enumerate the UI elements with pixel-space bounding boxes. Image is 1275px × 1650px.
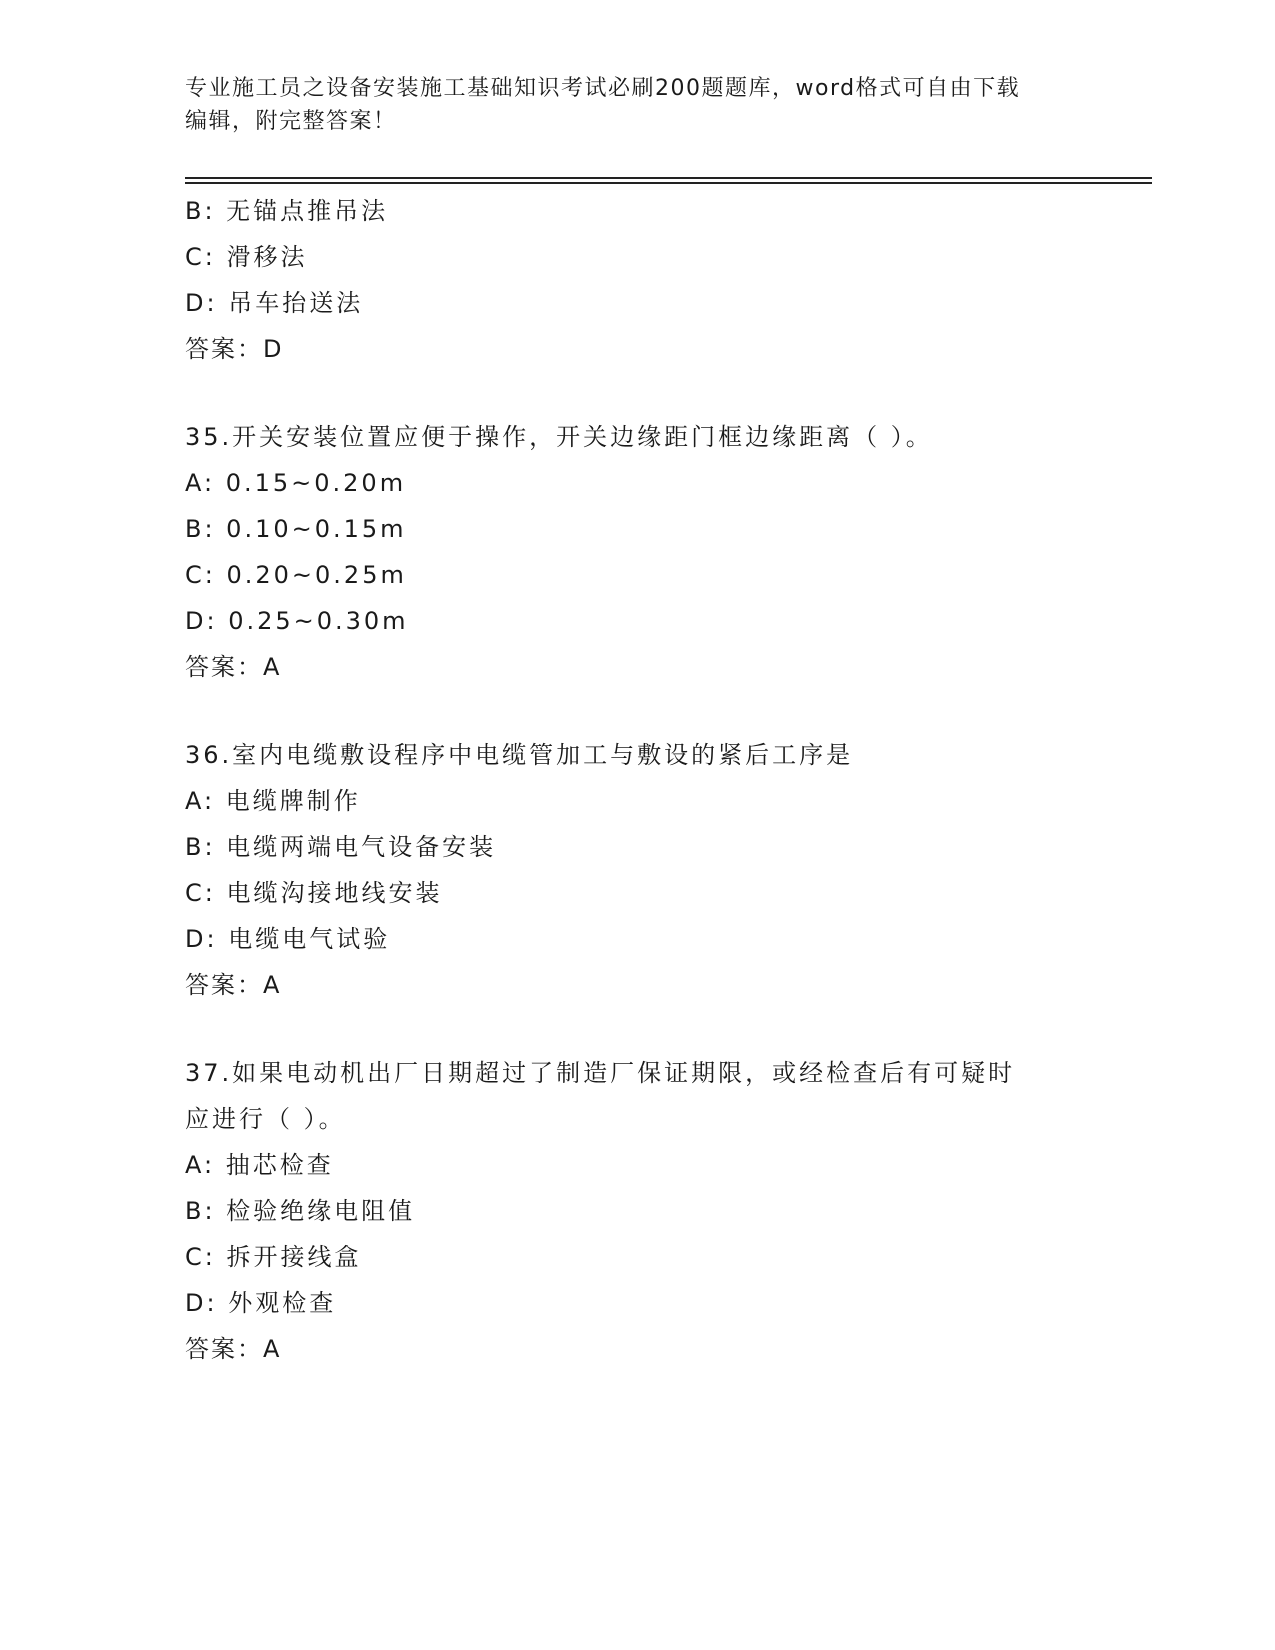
option-b: B: 检验绝缘电阻值 — [185, 1197, 416, 1225]
option-b: B: 无锚点推吊法 — [185, 197, 389, 225]
question-stem: 35.开关安装位置应便于操作，开关边缘距门框边缘距离（ ）。 — [185, 423, 933, 451]
answer-line: 答案：A — [185, 653, 282, 681]
question-stem-continued: 应进行（ ）。 — [185, 1105, 346, 1133]
document-header — [185, 72, 1065, 138]
header-title-line-2: 编辑，附完整答案！ — [185, 109, 397, 134]
answer-line: 答案：D — [185, 335, 284, 363]
answer-line: 答案：A — [185, 1335, 282, 1363]
option-a: A: 0.15~0.20m — [185, 469, 407, 497]
header-divider-bottom — [185, 182, 1152, 184]
option-b: B: 0.10~0.15m — [185, 515, 407, 543]
question-35 — [185, 414, 1085, 690]
option-c: C: 0.20~0.25m — [185, 561, 407, 589]
option-c: C: 滑移法 — [185, 243, 308, 271]
option-d: D: 电缆电气试验 — [185, 925, 391, 953]
option-d: D: 0.25~0.30m — [185, 607, 409, 635]
option-a: A: 电缆牌制作 — [185, 787, 361, 815]
question-37 — [185, 1050, 1085, 1372]
question-34-continued — [185, 188, 1085, 372]
answer-line: 答案：A — [185, 971, 282, 999]
question-list — [185, 188, 1085, 1372]
question-36 — [185, 732, 1085, 1008]
option-c: C: 电缆沟接地线安装 — [185, 879, 443, 907]
option-d: D: 吊车抬送法 — [185, 289, 364, 317]
header-title-line-1: 专业施工员之设备安装施工基础知识考试必刷200题题库，word格式可自由下载 — [185, 76, 1021, 101]
option-b: B: 电缆两端电气设备安装 — [185, 833, 497, 861]
option-d: D: 外观检查 — [185, 1289, 337, 1317]
option-c: C: 拆开接线盒 — [185, 1243, 362, 1271]
header-divider-top — [185, 177, 1152, 179]
question-stem: 36.室内电缆敷设程序中电缆管加工与敷设的紧后工序是 — [185, 741, 854, 769]
option-a: A: 抽芯检查 — [185, 1151, 334, 1179]
question-stem: 37.如果电动机出厂日期超过了制造厂保证期限，或经检查后有可疑时 — [185, 1059, 1016, 1087]
